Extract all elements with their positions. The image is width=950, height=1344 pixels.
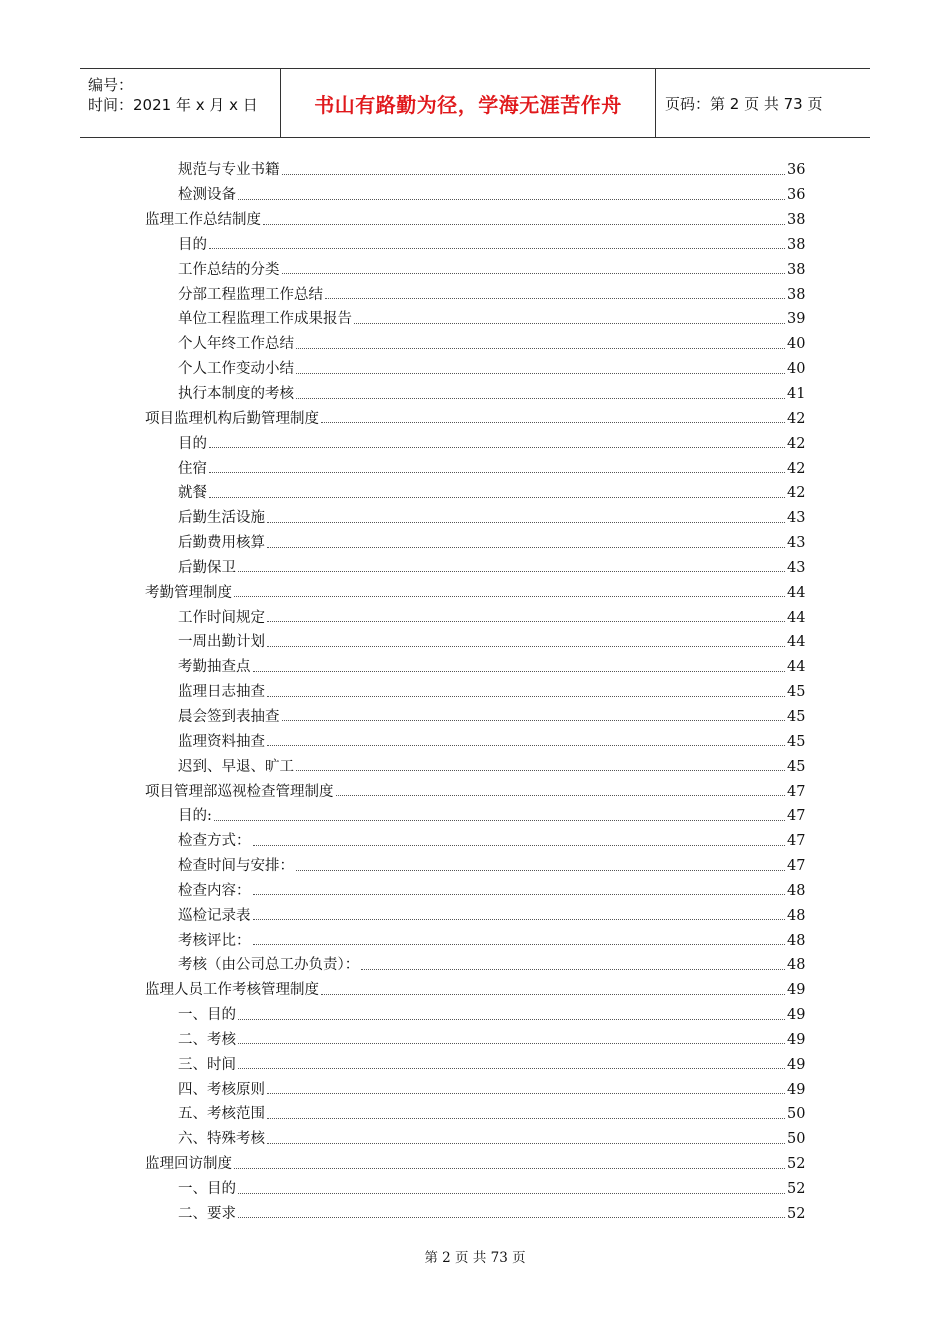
dot-leader	[234, 1168, 785, 1169]
toc-entry-page: 52	[787, 1181, 806, 1198]
dot-leader	[325, 298, 785, 299]
toc-entry[interactable]	[0, 655, 950, 680]
toc-entry-page: 44	[787, 634, 806, 651]
toc-entry-page: 49	[787, 1081, 806, 1098]
toc-entry[interactable]	[0, 854, 950, 879]
dot-leader	[321, 422, 785, 423]
table-of-contents	[0, 158, 950, 1226]
dot-leader	[238, 199, 785, 200]
toc-entry[interactable]	[0, 357, 950, 382]
dot-leader	[253, 845, 786, 846]
toc-entry-title: 考核评比：	[178, 932, 251, 949]
toc-entry[interactable]	[0, 978, 950, 1003]
dot-leader	[238, 1068, 785, 1069]
toc-entry-title: 检查内容：	[178, 882, 251, 899]
toc-entry[interactable]	[0, 406, 950, 431]
dot-leader	[354, 323, 785, 324]
toc-entry[interactable]	[0, 1201, 950, 1226]
toc-entry[interactable]	[0, 481, 950, 506]
toc-entry[interactable]	[0, 456, 950, 481]
toc-entry[interactable]	[0, 506, 950, 531]
toc-entry-title: 考核（由公司总工办负责）：	[178, 957, 360, 974]
toc-entry-title: 个人年终工作总结	[178, 336, 294, 353]
toc-entry-title: 工作总结的分类	[178, 261, 280, 278]
toc-entry[interactable]	[0, 282, 950, 307]
dot-leader	[321, 994, 785, 995]
dot-leader	[267, 745, 785, 746]
header-page-info: 页码：第 2 页 共 73 页	[665, 94, 823, 113]
dot-leader	[267, 547, 785, 548]
toc-entry-title: 目的	[178, 236, 207, 253]
dot-leader	[296, 348, 785, 349]
toc-entry-title: 后勤生活设施	[178, 510, 265, 527]
toc-entry-page: 42	[787, 485, 806, 502]
toc-entry-page: 52	[787, 1156, 806, 1173]
dot-leader	[234, 596, 785, 597]
toc-entry-page: 44	[787, 584, 806, 601]
toc-entry[interactable]	[0, 580, 950, 605]
toc-entry-title: 六、特殊考核	[178, 1131, 265, 1148]
toc-entry[interactable]	[0, 556, 950, 581]
toc-entry[interactable]	[0, 1102, 950, 1127]
toc-entry-title: 项目监理机构后勤管理制度	[145, 410, 319, 427]
toc-entry[interactable]	[0, 158, 950, 183]
toc-entry[interactable]	[0, 382, 950, 407]
toc-entry[interactable]	[0, 431, 950, 456]
toc-entry-title: 目的	[178, 435, 207, 452]
toc-entry-title: 考勤管理制度	[145, 584, 232, 601]
toc-entry-page: 42	[787, 435, 806, 452]
dot-leader	[253, 944, 786, 945]
toc-entry-page: 41	[787, 386, 806, 403]
dot-leader	[214, 820, 785, 821]
toc-entry-title: 监理日志抽查	[178, 684, 265, 701]
toc-entry-page: 42	[787, 460, 806, 477]
toc-entry-page: 49	[787, 982, 806, 999]
toc-entry-title: 监理工作总结制度	[145, 212, 261, 229]
toc-entry[interactable]	[0, 605, 950, 630]
toc-entry-title: 个人工作变动小结	[178, 361, 294, 378]
toc-entry[interactable]	[0, 1052, 950, 1077]
toc-entry-page: 43	[787, 559, 806, 576]
dot-leader	[253, 894, 786, 895]
toc-entry-title: 一周出勤计划	[178, 634, 265, 651]
toc-entry-title: 单位工程监理工作成果报告	[178, 311, 352, 328]
toc-entry[interactable]	[0, 531, 950, 556]
toc-entry-page: 44	[787, 609, 806, 626]
toc-entry[interactable]	[0, 928, 950, 953]
toc-entry-page: 36	[787, 162, 806, 179]
toc-entry-title: 三、时间	[178, 1056, 236, 1073]
dot-leader	[267, 621, 785, 622]
toc-entry-title: 二、考核	[178, 1031, 236, 1048]
toc-entry-title: 二、要求	[178, 1205, 236, 1222]
toc-entry[interactable]	[0, 1127, 950, 1152]
dot-leader	[209, 447, 785, 448]
dot-leader	[296, 398, 785, 399]
page-header	[80, 68, 870, 138]
toc-entry-title: 监理回访制度	[145, 1156, 232, 1173]
toc-entry-title: 就餐	[178, 485, 207, 502]
toc-entry[interactable]	[0, 729, 950, 754]
dot-leader	[238, 1193, 785, 1194]
toc-entry-page: 45	[787, 758, 806, 775]
toc-entry-page: 45	[787, 684, 806, 701]
toc-entry-page: 48	[787, 882, 806, 899]
toc-entry-title: 执行本制度的考核	[178, 386, 294, 403]
toc-entry[interactable]	[0, 1152, 950, 1177]
toc-entry-title: 后勤费用核算	[178, 535, 265, 552]
toc-entry-title: 检查时间与安排：	[178, 858, 294, 875]
toc-entry-page: 36	[787, 187, 806, 204]
toc-entry-page: 52	[787, 1205, 806, 1222]
toc-entry-title: 住宿	[178, 460, 207, 477]
toc-entry-page: 45	[787, 708, 806, 725]
toc-entry-page: 38	[787, 261, 806, 278]
toc-entry[interactable]	[0, 1003, 950, 1028]
toc-entry-page: 48	[787, 932, 806, 949]
dot-leader	[253, 671, 786, 672]
toc-entry-page: 45	[787, 733, 806, 750]
toc-entry-title: 分部工程监理工作总结	[178, 286, 323, 303]
dot-leader	[296, 770, 785, 771]
toc-entry-page: 42	[787, 410, 806, 427]
toc-entry-page: 43	[787, 510, 806, 527]
toc-entry-title: 一、目的	[178, 1181, 236, 1198]
toc-entry-page: 50	[787, 1106, 806, 1123]
toc-entry[interactable]	[0, 183, 950, 208]
toc-entry[interactable]	[0, 680, 950, 705]
toc-entry[interactable]	[0, 804, 950, 829]
toc-entry-title: 巡检记录表	[178, 907, 251, 924]
toc-entry[interactable]	[0, 630, 950, 655]
toc-entry[interactable]	[0, 903, 950, 928]
toc-entry-page: 49	[787, 1007, 806, 1024]
toc-entry[interactable]	[0, 208, 950, 233]
toc-entry-page: 40	[787, 361, 806, 378]
toc-entry[interactable]	[0, 754, 950, 779]
toc-entry-title: 工作时间规定	[178, 609, 265, 626]
toc-entry-page: 38	[787, 286, 806, 303]
toc-entry-page: 47	[787, 833, 806, 850]
page-footer: 第 2 页 共 73 页	[424, 1250, 526, 1266]
dot-leader	[238, 571, 785, 572]
toc-entry[interactable]	[0, 953, 950, 978]
dot-leader	[238, 1043, 785, 1044]
dot-leader	[282, 273, 786, 274]
dot-leader	[267, 646, 785, 647]
header-meta	[88, 75, 278, 115]
toc-entry-page: 39	[787, 311, 806, 328]
dot-leader	[253, 919, 786, 920]
toc-entry-page: 47	[787, 808, 806, 825]
toc-entry[interactable]	[0, 332, 950, 357]
header-motto: 书山有路勤为径，学海无涯苦作舟	[280, 69, 656, 137]
dot-leader	[296, 870, 785, 871]
toc-entry-title: 规范与专业书籍	[178, 162, 280, 179]
toc-entry-title: 监理人员工作考核管理制度	[145, 982, 319, 999]
dot-leader	[282, 174, 786, 175]
toc-entry-page: 48	[787, 957, 806, 974]
dot-leader	[336, 795, 786, 796]
document-code-label: 编号：	[88, 76, 134, 94]
toc-entry-page: 47	[787, 858, 806, 875]
dot-leader	[267, 1143, 785, 1144]
toc-entry[interactable]	[0, 1028, 950, 1053]
document-date: 时间：2021 年 x 月 x 日	[88, 96, 258, 114]
toc-entry[interactable]	[0, 878, 950, 903]
toc-entry[interactable]	[0, 257, 950, 282]
toc-entry-page: 44	[787, 659, 806, 676]
toc-entry-title: 晨会签到表抽查	[178, 708, 280, 725]
dot-leader	[209, 472, 785, 473]
dot-leader	[209, 248, 785, 249]
toc-entry-page: 49	[787, 1056, 806, 1073]
toc-entry-page: 48	[787, 907, 806, 924]
toc-entry[interactable]	[0, 829, 950, 854]
dot-leader	[361, 969, 785, 970]
toc-entry-page: 43	[787, 535, 806, 552]
dot-leader	[209, 497, 785, 498]
toc-entry-page: 49	[787, 1031, 806, 1048]
toc-entry-page: 38	[787, 236, 806, 253]
toc-entry-title: 一、目的	[178, 1007, 236, 1024]
toc-entry[interactable]	[0, 233, 950, 258]
toc-entry-page: 38	[787, 212, 806, 229]
toc-entry[interactable]	[0, 779, 950, 804]
dot-leader	[267, 1118, 785, 1119]
toc-entry-page: 47	[787, 783, 806, 800]
dot-leader	[296, 373, 785, 374]
toc-entry-title: 检测设备	[178, 187, 236, 204]
toc-entry-title: 项目管理部巡视检查管理制度	[145, 783, 334, 800]
toc-entry[interactable]	[0, 307, 950, 332]
toc-entry-page: 50	[787, 1131, 806, 1148]
toc-entry[interactable]	[0, 1077, 950, 1102]
toc-entry-title: 检查方式：	[178, 833, 251, 850]
toc-entry-title: 迟到、早退、旷工	[178, 758, 294, 775]
dot-leader	[282, 720, 786, 721]
toc-entry-title: 后勤保卫	[178, 559, 236, 576]
dot-leader	[238, 1217, 785, 1218]
toc-entry-title: 考勤抽查点	[178, 659, 251, 676]
toc-entry[interactable]	[0, 705, 950, 730]
toc-entry-title: 四、考核原则	[178, 1081, 265, 1098]
toc-entry[interactable]	[0, 1177, 950, 1202]
dot-leader	[267, 1093, 785, 1094]
toc-entry-page: 40	[787, 336, 806, 353]
toc-entry-title: 五、考核范围	[178, 1106, 265, 1123]
dot-leader	[267, 522, 785, 523]
dot-leader	[267, 696, 785, 697]
toc-entry-title: 目的:	[178, 808, 212, 825]
dot-leader	[263, 224, 785, 225]
toc-entry-title: 监理资料抽查	[178, 733, 265, 750]
dot-leader	[238, 1019, 785, 1020]
